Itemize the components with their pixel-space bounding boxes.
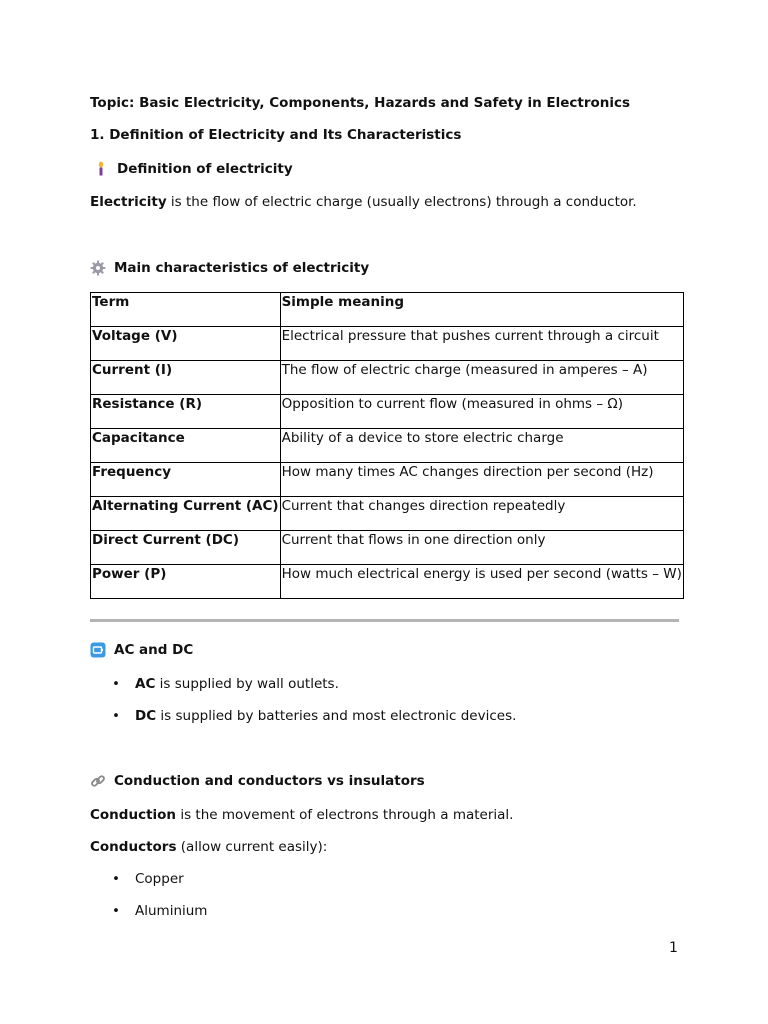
bullet-marker: • [112, 676, 120, 692]
definition-text: is the flow of electric charge (usually electrons) through a conductor. [166, 194, 637, 210]
page-number: 1 [669, 940, 678, 956]
dc-item [135, 707, 516, 725]
dc-term: DC [135, 708, 157, 724]
ac-item [135, 675, 339, 693]
conduction-heading [90, 772, 425, 790]
meaning-cell: How many times AC changes direction per second (Hz) [280, 463, 683, 497]
candle-icon [93, 161, 109, 177]
gear-icon [90, 260, 106, 276]
meaning-cell: The flow of electric charge (measured in amperes – A) [280, 361, 683, 395]
term-cell: Power (P) [91, 565, 281, 599]
characteristics-table [90, 292, 684, 599]
meaning-cell: How much electrical energy is used per second (watts – W) [280, 565, 683, 599]
topic-title: Topic: Basic Electricity, Components, Hazards and Safety in Electronics [90, 95, 631, 111]
battery-icon [90, 642, 106, 658]
definition-term: Electricity [90, 194, 167, 210]
bullet-marker: • [112, 871, 120, 887]
definition-heading-text: Definition of electricity [117, 161, 293, 177]
header-meaning: Simple meaning [280, 293, 683, 327]
definition-heading [93, 160, 293, 178]
section-1-heading: 1. Definition of Electricity and Its Characteristics [90, 127, 462, 143]
term-cell: Capacitance [91, 429, 281, 463]
characteristics-heading [90, 259, 369, 277]
conduction-term: Conduction [90, 807, 177, 823]
conduction-text: is the movement of electrons through a material. [176, 807, 514, 823]
ac-term: AC [135, 676, 156, 692]
ac-dc-heading-text: AC and DC [114, 642, 194, 658]
meaning-cell: Electrical pressure that pushes current through a circuit [280, 327, 683, 361]
definition-paragraph [90, 193, 637, 211]
table-header-row [91, 293, 684, 327]
term-cell: Alternating Current (AC) [91, 497, 281, 531]
term-cell: Direct Current (DC) [91, 531, 281, 565]
horizontal-rule [90, 619, 679, 622]
bullet-marker: • [112, 708, 120, 724]
dc-text: is supplied by batteries and most electronic devices. [156, 708, 517, 724]
table-row [91, 429, 684, 463]
meaning-cell: Current that flows in one direction only [280, 531, 683, 565]
link-icon [90, 773, 106, 789]
conductor-item-copper: Copper [135, 871, 184, 887]
table-row [91, 327, 684, 361]
conductor-item-aluminium: Aluminium [135, 903, 208, 919]
conductors-text: (allow current easily): [176, 839, 328, 855]
term-cell: Current (I) [91, 361, 281, 395]
table-row [91, 565, 684, 599]
table-row [91, 497, 684, 531]
conduction-heading-text: Conduction and conductors vs insulators [114, 773, 425, 789]
table-row [91, 531, 684, 565]
conductors-term: Conductors [90, 839, 177, 855]
conductors-paragraph [90, 838, 327, 856]
conduction-paragraph [90, 806, 513, 824]
characteristics-table-body [91, 293, 684, 599]
ac-text: is supplied by wall outlets. [155, 676, 339, 692]
characteristics-heading-text: Main characteristics of electricity [114, 260, 370, 276]
header-term: Term [91, 293, 281, 327]
ac-dc-heading [90, 641, 193, 659]
term-cell: Frequency [91, 463, 281, 497]
table-row [91, 361, 684, 395]
term-cell: Voltage (V) [91, 327, 281, 361]
meaning-cell: Ability of a device to store electric charge [280, 429, 683, 463]
meaning-cell: Current that changes direction repeatedly [280, 497, 683, 531]
term-cell: Resistance (R) [91, 395, 281, 429]
meaning-cell: Opposition to current flow (measured in ohms – Ω) [280, 395, 683, 429]
bullet-marker: • [112, 903, 120, 919]
table-row [91, 395, 684, 429]
table-row [91, 463, 684, 497]
